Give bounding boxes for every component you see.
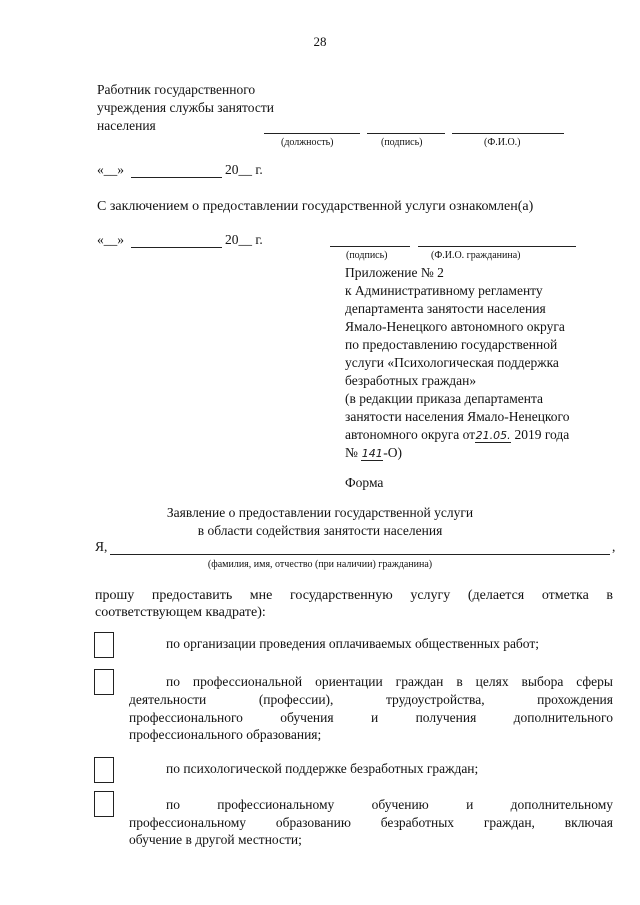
- citizen-signature-field[interactable]: [330, 246, 410, 247]
- applicant-caption: (фамилия, имя, отчество (при наличии) гражданина): [207, 559, 433, 570]
- worker-line-2: учреждения службы занятости: [97, 100, 274, 115]
- position-field[interactable]: [264, 133, 360, 134]
- request-line-2: соответствующем квадрате):: [95, 605, 266, 620]
- option-professional-training-line-1: по профессиональному обучению и дополнительному: [166, 797, 613, 812]
- appendix-line-6: услуги «Психологическая поддержка: [345, 355, 559, 370]
- option-professional-training-line-3: обучение в другой местности;: [129, 832, 302, 847]
- name-field[interactable]: [452, 133, 564, 134]
- handwritten-number: 141: [361, 447, 383, 460]
- appendix-line-3: департамента занятости населения: [345, 301, 546, 316]
- date1-day: «__»: [97, 162, 124, 177]
- form-label: Форма: [345, 475, 384, 490]
- option-paid-public-works-label: по организации проведения оплачиваемых общественных работ;: [166, 636, 540, 651]
- page-number: 28: [313, 34, 327, 49]
- applicant-suffix: ,: [612, 539, 616, 554]
- date2-year: 20__ г.: [225, 232, 263, 247]
- appendix-date-suffix: 2019 года: [514, 427, 570, 442]
- option-career-guidance-line-4: профессионального образования;: [129, 727, 322, 742]
- handwritten-date: 21.05.: [475, 429, 511, 442]
- checkbox-paid-public-works[interactable]: [94, 632, 114, 658]
- appendix-line-10: [345, 427, 569, 443]
- citizen-name-field[interactable]: [418, 246, 576, 247]
- option-psychological-support-label: по психологической поддержке безработных граждан;: [166, 761, 479, 776]
- date1-month-field[interactable]: [131, 177, 222, 178]
- label-position: (должность): [281, 137, 334, 148]
- applicant-name-field[interactable]: [110, 554, 610, 555]
- acquainted-text: С заключением о предоставлении государственной услуги ознакомлен(а): [97, 199, 534, 214]
- checkbox-psychological-support[interactable]: [94, 757, 114, 783]
- option-career-guidance-line-3: профессионального обучения и получения дополнительного: [129, 710, 613, 725]
- worker-line-1: Работник государственного: [97, 82, 256, 97]
- appendix-line-5: по предоставлению государственной: [345, 337, 558, 352]
- request-line-1: прошу предоставить мне государственную услугу (делается отметка в: [95, 588, 613, 603]
- option-career-guidance-line-1: по профессиональной ориентации граждан в целях выбора сферы: [166, 674, 613, 689]
- date2-day: «__»: [97, 232, 124, 247]
- appendix-line-8: (в редакции приказа департамента: [345, 391, 544, 406]
- checkbox-career-guidance[interactable]: [94, 669, 114, 695]
- signature-field[interactable]: [367, 133, 445, 134]
- date1-year: 20__ г.: [225, 162, 263, 177]
- appendix-date-prefix: автономного округа от: [345, 427, 476, 442]
- applicant-prefix: Я,: [95, 539, 108, 554]
- appendix-line-7: безработных граждан»: [345, 373, 477, 388]
- option-career-guidance-line-2: деятельности (профессии), трудоустройства, прохождения: [129, 692, 613, 707]
- label-signature: (подпись): [381, 137, 423, 148]
- label-citizen-name: (Ф.И.О. гражданина): [431, 250, 521, 261]
- worker-line-3: населения: [97, 118, 156, 133]
- statement-title-line-1: Заявление о предоставлении государственной услуги: [166, 505, 474, 520]
- appendix-line-11: [345, 445, 402, 461]
- checkbox-professional-training[interactable]: [94, 791, 114, 817]
- appendix-line-2: к Административному регламенту: [345, 283, 543, 298]
- appendix-number-suffix: -О): [383, 445, 403, 460]
- appendix-line-4: Ямало-Ненецкого автономного округа: [345, 319, 565, 334]
- date2-month-field[interactable]: [131, 247, 222, 248]
- label-citizen-signature: (подпись): [346, 250, 388, 261]
- label-name: (Ф.И.О.): [484, 137, 521, 148]
- appendix-number-prefix: №: [345, 445, 358, 460]
- appendix-line-1: Приложение № 2: [345, 265, 444, 280]
- option-professional-training-line-2: профессиональному образованию безработных граждан, включая: [129, 815, 613, 830]
- appendix-line-9: занятости населения Ямало-Ненецкого: [345, 409, 570, 424]
- statement-title-line-2: в области содействия занятости населения: [197, 523, 443, 538]
